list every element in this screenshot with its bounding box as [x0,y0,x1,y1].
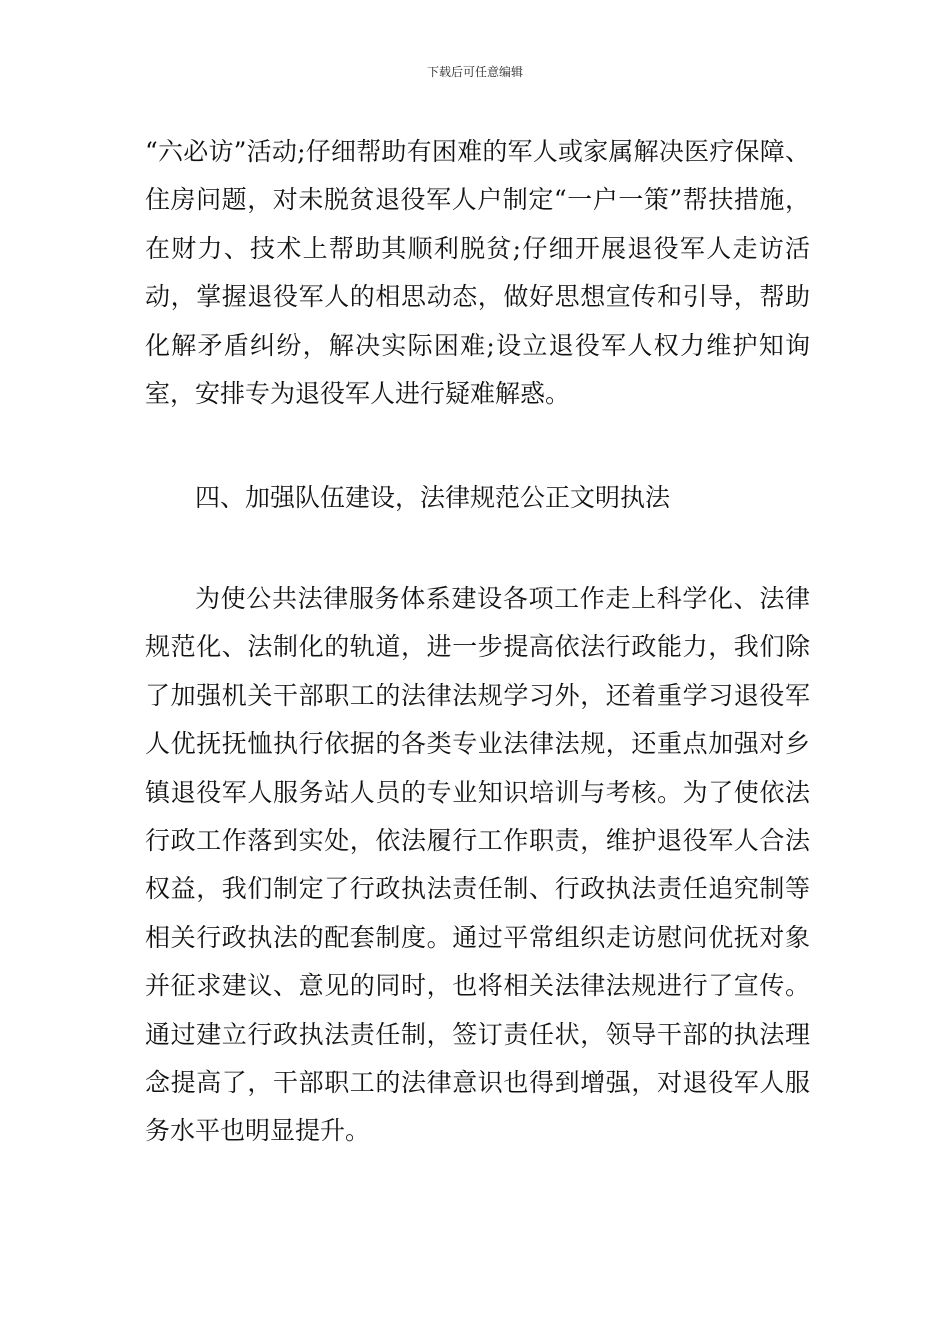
page-header-note: 下载后可任意编辑 [426,65,523,79]
section-heading: 四、加强队伍建设，法律规范公正文明执法 [195,483,671,512]
paragraph-2: 为使公共法律服务体系建设各项工作走上科学化、法律规范化、法制化的轨道，进一步提高依法行政能力，我们除了加强机关干部职工的法律法规学习外，还着重学习退役军人优抚抚恤执行依据的各类专业法律法规，还重点加强对乡镇退役军人服务站人员的专业知识培训与考核。为了使依法行政工作落到实处，依法履行工作职责，维护退役军人合法权益，我们制定了行政执法责任制、行政执法责任追究制等相关行政执法的配套制度。通过平常组织走访慰问优抚对象并征求建议、意见的同时，也将相关法律法规进行了宣传。通过建立行政执法责任制，签订责任状，领导干部的执法理念提高了，干部职工的法律意识也得到增强，对退役军人服务水平也明显提升。 [145,584,810,1146]
paragraph-1: “六必访”活动;仔细帮助有困难的军人或家属解决医疗保障、住房问题，对未脱贫退役军人户制定“一户一策”帮扶措施，在财力、技术上帮助其顺利脱贫;仔细开展退役军人走访活动，掌握退役军人的相思动态，做好思想宣传和引导，帮助化解矛盾纠纷，解决实际困难;设立退役军人权力维护知询室，安排专为退役军人进行疑难解惑。 [145,137,810,409]
